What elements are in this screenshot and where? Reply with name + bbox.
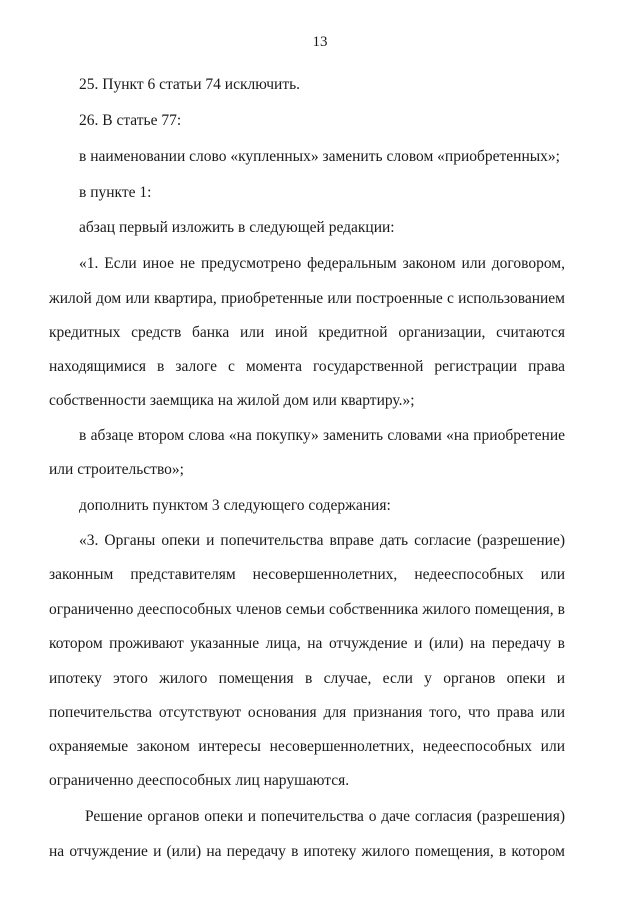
text-line: на отчуждение и (или) на передачу в ипотеку жилого помещения, в котором [49, 843, 565, 860]
text-line: 25. Пункт 6 статьи 74 исключить. [79, 76, 301, 93]
text-line: котором проживают указанные лица, на отчуждение и (или) на передачу в [49, 635, 565, 652]
text-line: собственности заемщика на жилой дом или квартиру.»; [49, 392, 415, 409]
text-line: ограниченно дееспособных членов семьи собственника жилого помещения, в [49, 601, 565, 618]
text-line: «1. Если иное не предусмотрено федеральным законом или договором, [79, 255, 565, 272]
text-line: охраняемые законом интересы несовершеннолетних, недееспособных или [49, 738, 565, 755]
text-line: «3. Органы опеки и попечительства вправе дать согласие (разрешение) [79, 532, 565, 549]
text-line: ограниченно дееспособных лиц нарушаются. [49, 772, 350, 789]
text-line: 26. В статье 77: [79, 112, 182, 129]
text-line: дополнить пунктом 3 следующего содержания: [79, 497, 391, 514]
text-line: в абзаце втором слова «на покупку» заменить словами «на приобретение [79, 427, 565, 444]
text-line: попечительства отсутствуют основания для признания того, что права или [49, 704, 565, 721]
text-line: абзац первый изложить в следующей редакции: [79, 219, 395, 236]
page-number: 13 [312, 34, 328, 50]
text-line: ипотеку этого жилого помещения в случае, если у органов опеки и [49, 670, 565, 687]
text-line: Решение органов опеки и попечительства о даче согласия (разрешения) [85, 808, 565, 825]
text-line: кредитных средств банка или иной кредитной организации, считаются [49, 324, 565, 341]
text-line: или строительство»; [49, 461, 184, 478]
text-line: в наименовании слово «купленных» заменить словом «приобретенных»; [79, 148, 560, 165]
text-line: законным представителям несовершеннолетних, недееспособных или [49, 566, 565, 583]
text-line: в пункте 1: [79, 184, 152, 201]
text-line: находящимися в залоге с момента государственной регистрации права [49, 358, 565, 375]
text-line: жилой дом или квартира, приобретенные или построенные с использованием [49, 290, 565, 307]
